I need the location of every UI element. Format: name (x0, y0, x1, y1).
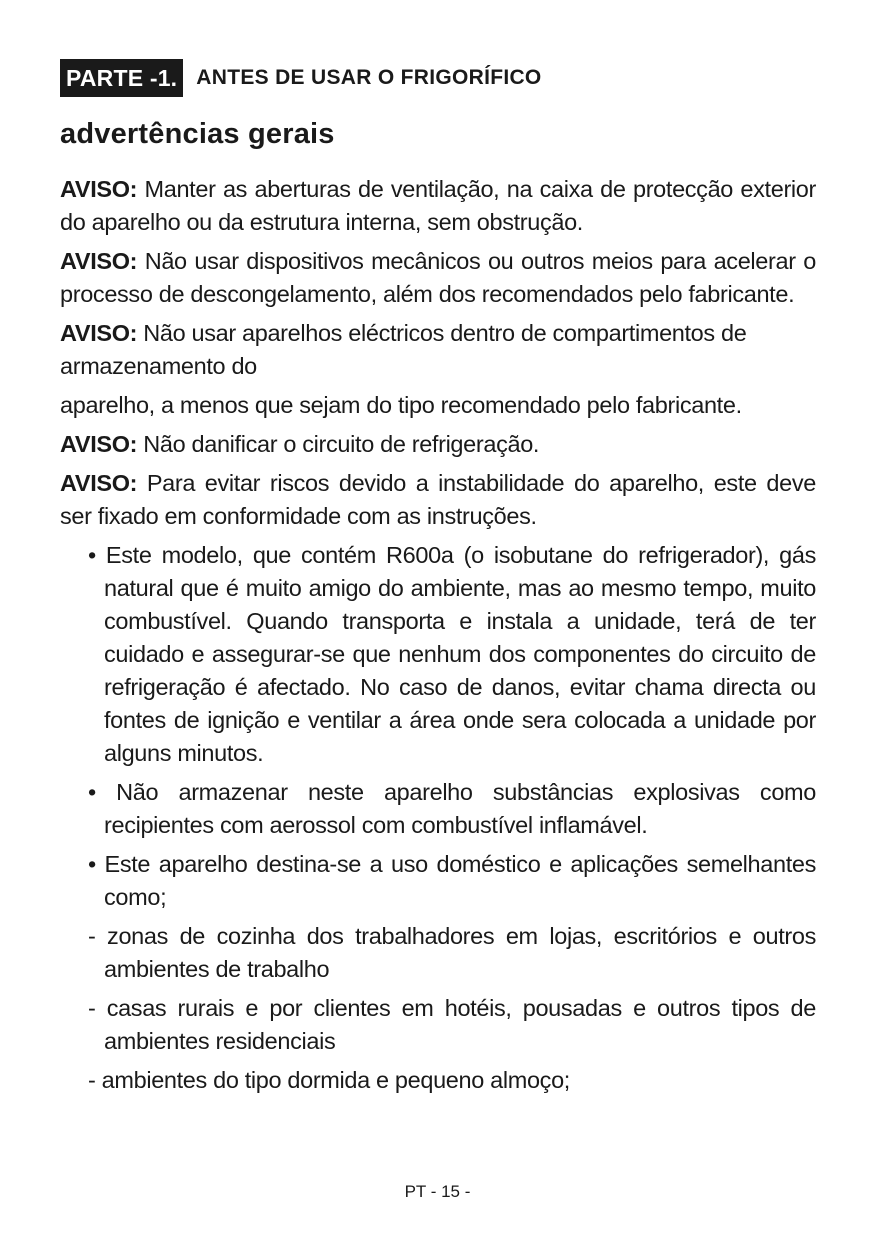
warning-text: Manter as aberturas de ventilação, na caixa de protecção exterior do aparelho ou da estrutura interna, sem obstrução. (60, 176, 816, 235)
warning-text: Não usar dispositivos mecânicos ou outros meios para acelerar o processo de descongelamento, além dos recomendados pelo fabricante. (60, 248, 816, 307)
part-label: PARTE -1. (60, 59, 183, 97)
warning-label: AVISO: (60, 470, 138, 496)
bullet-item: • Não armazenar neste aparelho substâncias explosivas como recipientes com aerossol com combustível inflamável. (88, 779, 816, 838)
warning-text: Não usar aparelhos eléctricos dentro de compartimentos de armazenamento do (60, 320, 747, 379)
warning-label: AVISO: (60, 176, 138, 202)
warning-paragraph (60, 467, 816, 533)
warning-paragraph (60, 245, 816, 311)
page-number: PT - 15 - (404, 1182, 471, 1201)
warnings-content (60, 173, 816, 1103)
warning-paragraph (60, 173, 816, 239)
dash-item: - ambientes do tipo dormida e pequeno almoço; (88, 1067, 570, 1093)
warning-label: AVISO: (60, 431, 138, 457)
warning-paragraph (60, 428, 816, 461)
bullet-item: • Este aparelho destina-se a uso doméstico e aplicações semelhantes como; (88, 851, 816, 910)
continuation-paragraph: aparelho, a menos que sejam do tipo recomendado pelo fabricante. (60, 392, 742, 418)
warning-label: AVISO: (60, 248, 138, 274)
warning-label: AVISO: (60, 320, 138, 346)
section-title: advertências gerais (60, 118, 335, 150)
warning-text: Para evitar riscos devido a instabilidade do aparelho, este deve ser fixado em conformidade com as instruções. (60, 470, 816, 529)
dash-item: - casas rurais e por clientes em hotéis, pousadas e outros tipos de ambientes residenciais (88, 995, 816, 1054)
part-header (60, 59, 542, 97)
warning-paragraph (60, 317, 816, 383)
part-title: ANTES DE USAR O FRIGORÍFICO (196, 66, 542, 89)
bullet-item: • Este modelo, que contém R600a (o isobutane do refrigerador), gás natural que é muito amigo do ambiente, mas ao mesmo tempo, muito combustível. Quando transporta e instala a unidade, terá de ter cuidado e assegurar-se que nenhum dos componentes do circuito de refrigeração é afectado. No caso de danos, evitar chama directa ou fontes de ignição e ventilar a área onde sera colocada a unidade por alguns minutos. (88, 542, 816, 766)
warning-text: Não danificar o circuito de refrigeração. (137, 431, 540, 457)
dash-item: - zonas de cozinha dos trabalhadores em lojas, escritórios e outros ambientes de trabalho (88, 923, 816, 982)
